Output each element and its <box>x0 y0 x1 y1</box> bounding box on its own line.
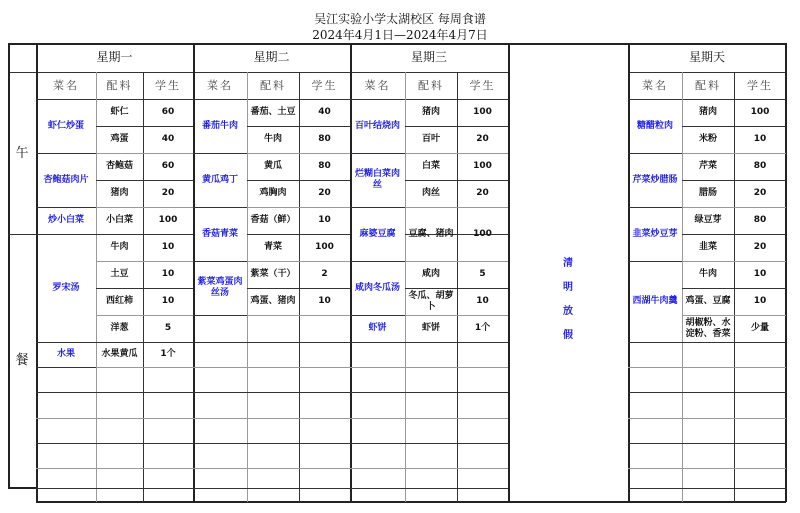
dish-name[interactable]: 虾仁炒蛋 <box>47 120 84 131</box>
dish-name[interactable]: 百叶结烧肉 <box>354 120 400 131</box>
grid-line <box>405 443 508 444</box>
grid-line <box>36 418 96 419</box>
ingredient-cell: 冬瓜、胡萝卜 <box>408 290 454 312</box>
column-ingredient-header: 配料 <box>106 79 133 92</box>
ingredient-cell: 豆腐、猪肉 <box>408 228 454 239</box>
grid-line <box>96 443 193 444</box>
grid-line <box>247 418 350 419</box>
grid-line <box>682 392 786 393</box>
grid-line <box>350 418 405 419</box>
grid-line <box>628 488 682 489</box>
grid-line <box>350 488 405 489</box>
page-title: 吴江实验小学太湖校区 每周食谱 <box>314 12 486 26</box>
grid-line <box>36 367 96 368</box>
grid-line <box>193 488 247 489</box>
students-qty-cell: 100 <box>750 107 770 117</box>
grid-line <box>193 367 247 368</box>
ingredient-cell: 肉丝 <box>421 188 440 198</box>
grid-line <box>405 418 508 419</box>
column-students-header: 学生 <box>155 79 181 92</box>
students-qty-cell: 10 <box>753 134 767 144</box>
dish-name[interactable]: 韭菜炒豆芽 <box>632 228 678 239</box>
grid-line <box>682 443 786 444</box>
column-ingredient-header: 配料 <box>260 79 286 92</box>
column-ingredient-header: 配料 <box>418 79 444 92</box>
column-students-header: 学生 <box>311 79 338 92</box>
ingredient-cell: 鸡胸肉 <box>259 188 287 198</box>
students-qty-cell: 5 <box>479 269 486 279</box>
grid-line <box>628 418 682 419</box>
students-qty-cell: 60 <box>161 161 175 171</box>
students-qty-cell: 少量 <box>750 323 769 333</box>
students-qty-cell: 10 <box>161 269 175 279</box>
grid-line <box>193 315 247 316</box>
dish-name[interactable]: 香菇青菜 <box>201 228 238 239</box>
dish-name[interactable]: 麻婆豆腐 <box>359 228 396 239</box>
grid-line <box>350 468 405 469</box>
dish-name[interactable]: 糖醋粒肉 <box>636 120 673 131</box>
dish-name[interactable]: 咸肉冬瓜汤 <box>354 282 400 293</box>
students-qty-cell: 10 <box>318 215 331 225</box>
column-dish-header: 菜名 <box>364 79 391 92</box>
students-qty-cell: 100 <box>473 107 492 117</box>
dish-name[interactable]: 虾饼 <box>368 323 387 333</box>
ingredient-cell: 洋葱 <box>110 323 129 333</box>
grid-line <box>36 488 96 489</box>
ingredient-cell: 腊肠 <box>698 188 717 198</box>
grid-line <box>628 342 682 343</box>
students-qty-cell: 10 <box>161 296 175 306</box>
grid-line <box>350 392 405 393</box>
dish-name[interactable]: 芹菜炒腊肠 <box>632 174 678 185</box>
ingredient-cell: 猪肉 <box>698 107 717 117</box>
dish-name[interactable]: 炒小白菜 <box>47 215 84 225</box>
grid-line <box>96 488 193 489</box>
column-dish-header: 菜名 <box>642 79 668 92</box>
grid-line <box>682 342 786 343</box>
grid-line <box>628 443 682 444</box>
grid-line <box>193 468 247 469</box>
ingredient-cell: 鸡蛋、猪肉 <box>250 296 296 306</box>
students-qty-cell: 20 <box>753 242 767 252</box>
ingredient-cell: 小白菜 <box>105 215 133 225</box>
students-qty-cell: 10 <box>161 242 175 252</box>
grid-line <box>350 443 405 444</box>
grid-line <box>193 342 247 343</box>
students-qty-cell: 20 <box>161 188 175 198</box>
grid-line <box>247 443 350 444</box>
day-header-tue: 星期二 <box>253 50 290 64</box>
ingredient-cell: 百叶 <box>421 134 440 144</box>
ingredient-cell: 米粉 <box>698 134 717 144</box>
grid-line <box>8 487 36 489</box>
ingredient-cell: 番茄、土豆 <box>250 107 296 117</box>
students-qty-cell: 1个 <box>160 349 176 359</box>
grid-line <box>405 468 508 469</box>
grid-line <box>8 234 36 235</box>
dish-name[interactable]: 烂糊白菜肉丝 <box>354 169 400 190</box>
students-qty-cell: 20 <box>753 188 767 198</box>
ingredient-cell: 咸肉 <box>421 269 440 279</box>
lunch-label-top: 午 <box>15 145 29 161</box>
grid-line <box>628 468 682 469</box>
column-students-header: 学生 <box>469 79 496 92</box>
day-header-wed: 星期三 <box>410 50 447 64</box>
grid-line <box>36 501 786 503</box>
holiday-notice <box>508 258 628 358</box>
ingredient-cell: 牛肉 <box>110 242 129 252</box>
students-qty-cell: 1个 <box>474 323 491 333</box>
students-qty-cell: 40 <box>161 134 175 144</box>
students-qty-cell: 80 <box>318 134 331 144</box>
holiday-char: 明 <box>563 282 573 293</box>
grid-line <box>247 468 350 469</box>
date-range: 2024年4月1日—2024年4月7日 <box>312 28 488 42</box>
ingredient-cell: 猪肉 <box>110 188 129 198</box>
grid-line <box>36 468 96 469</box>
ingredient-cell: 虾仁 <box>110 107 129 117</box>
ingredient-cell: 牛肉 <box>263 134 282 144</box>
ingredient-cell: 杏鲍菇 <box>105 161 133 171</box>
ingredient-cell: 水果黄瓜 <box>101 349 138 359</box>
dish-name[interactable]: 番茄牛肉 <box>201 120 238 131</box>
column-dish-header: 菜名 <box>53 79 79 92</box>
grid-line <box>247 392 350 393</box>
students-qty-cell: 10 <box>753 296 767 306</box>
students-qty-cell: 60 <box>161 107 175 117</box>
students-qty-cell: 100 <box>473 228 492 239</box>
grid-line <box>350 367 405 368</box>
students-qty-cell: 100 <box>315 242 334 252</box>
grid-line <box>405 392 508 393</box>
ingredient-cell: 西红柿 <box>105 296 133 306</box>
grid-line <box>628 367 682 368</box>
grid-line <box>628 392 682 393</box>
ingredient-cell: 虾饼 <box>421 323 440 333</box>
grid-line <box>682 367 786 368</box>
grid-line <box>247 367 350 368</box>
grid-line <box>193 418 247 419</box>
grid-line <box>36 392 96 393</box>
students-qty-cell: 2 <box>321 269 328 279</box>
students-qty-cell: 10 <box>753 269 767 279</box>
ingredient-cell: 土豆 <box>110 269 129 279</box>
ingredient-cell: 胡椒粉、水淀粉、香菜 <box>685 317 731 339</box>
ingredient-cell: 紫菜（干） <box>250 269 296 279</box>
lunch-label-bottom: 餐 <box>15 352 29 368</box>
grid-line <box>96 392 193 393</box>
grid-line <box>193 443 247 444</box>
students-qty-cell: 5 <box>164 323 172 333</box>
holiday-char: 放 <box>563 306 573 317</box>
students-qty-cell: 40 <box>318 107 331 117</box>
ingredient-cell: 香菇（鲜） <box>250 215 296 225</box>
day-header-sun: 星期天 <box>688 50 725 64</box>
grid-line <box>193 392 247 393</box>
grid-line <box>247 315 350 316</box>
ingredient-cell: 黄瓜 <box>263 161 282 171</box>
holiday-char: 假 <box>563 330 573 341</box>
students-qty-cell: 80 <box>753 161 767 171</box>
grid-line <box>682 418 786 419</box>
grid-line <box>36 443 96 444</box>
dish-name[interactable]: 西湖牛肉羹 <box>632 296 678 306</box>
students-qty-cell: 80 <box>318 161 331 171</box>
ingredient-cell: 绿豆芽 <box>694 215 722 225</box>
column-ingredient-header: 配料 <box>695 79 721 92</box>
dish-name[interactable]: 水果 <box>56 349 75 359</box>
day-header-mon: 星期一 <box>96 50 133 64</box>
ingredient-cell: 韭菜 <box>698 242 717 252</box>
column-students-header: 学生 <box>747 79 773 92</box>
dish-name[interactable]: 罗宋汤 <box>52 282 80 293</box>
holiday-char: 清 <box>563 258 573 269</box>
ingredient-cell: 鸡蛋 <box>110 134 129 144</box>
grid-line <box>405 488 508 489</box>
students-qty-cell: 20 <box>476 188 489 198</box>
ingredient-cell: 鸡蛋、豆腐 <box>685 296 731 306</box>
ingredient-cell: 芹菜 <box>698 161 717 171</box>
grid-line <box>350 342 405 343</box>
grid-line <box>682 488 786 489</box>
ingredient-cell: 青菜 <box>263 242 282 252</box>
grid-line <box>405 342 508 343</box>
students-qty-cell: 10 <box>476 296 489 306</box>
students-qty-cell: 100 <box>158 215 178 225</box>
ingredient-cell: 猪肉 <box>421 107 440 117</box>
students-qty-cell: 10 <box>318 296 331 306</box>
grid-line <box>96 468 193 469</box>
students-qty-cell: 100 <box>473 161 492 171</box>
students-qty-cell: 20 <box>318 188 331 198</box>
grid-line <box>682 468 786 469</box>
dish-name[interactable]: 黄瓜鸡丁 <box>201 174 238 185</box>
grid-line <box>405 367 508 368</box>
grid-line <box>96 367 193 368</box>
students-qty-cell: 80 <box>753 215 767 225</box>
column-dish-header: 菜名 <box>207 79 233 92</box>
grid-line <box>247 488 350 489</box>
dish-name[interactable]: 紫菜鸡蛋肉丝汤 <box>197 277 243 298</box>
students-qty-cell: 20 <box>476 134 489 144</box>
grid-line <box>96 418 193 419</box>
ingredient-cell: 白菜 <box>421 161 440 171</box>
dish-name[interactable]: 杏鲍菇肉片 <box>43 174 89 185</box>
ingredient-cell: 牛肉 <box>698 269 717 279</box>
grid-line <box>247 342 350 343</box>
